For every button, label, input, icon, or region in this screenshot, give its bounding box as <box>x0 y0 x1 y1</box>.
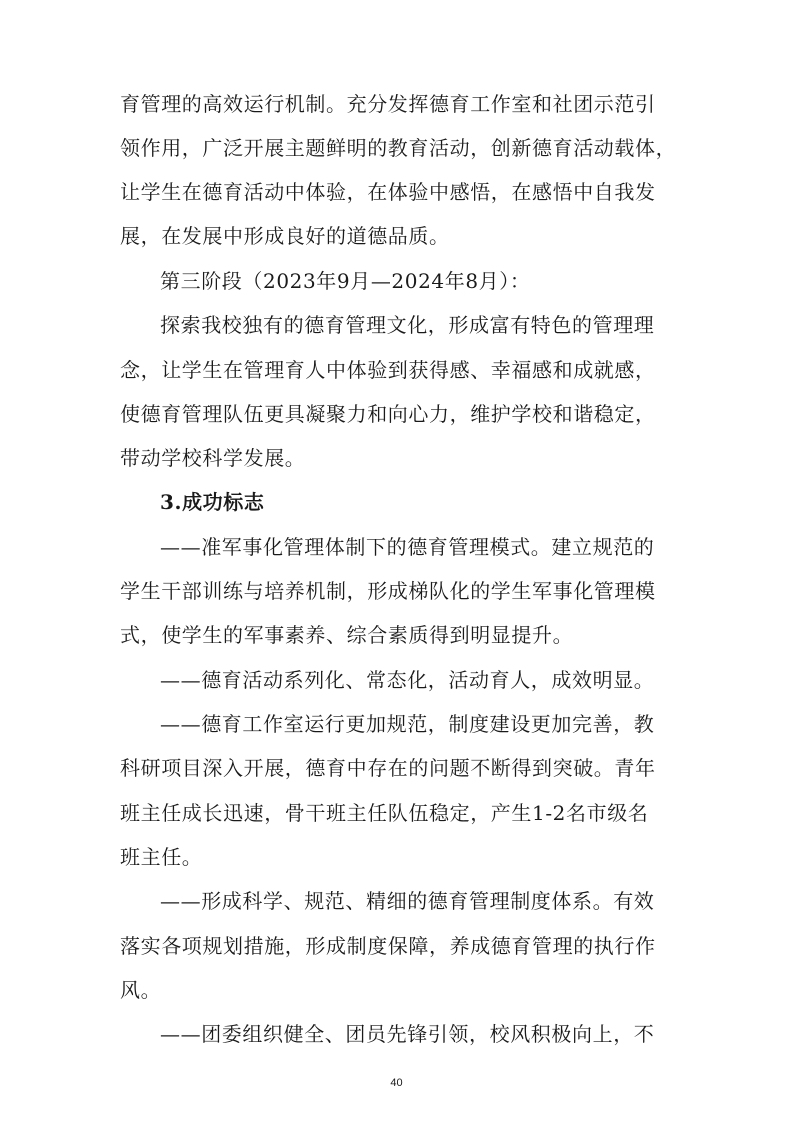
paragraph-line: 科研项目深入开展，德育中存在的问题不断得到突破。青年 <box>120 756 656 780</box>
paragraph-line: 落实各项规划措施，形成制度保障，养成德育管理的执行作 <box>120 934 656 958</box>
paragraph-line: ——形成科学、规范、精细的德育管理制度体系。有效 <box>160 889 655 913</box>
paragraph-line: 让学生在德育活动中体验，在体验中感悟，在感悟中自我发 <box>120 180 656 204</box>
paragraph-line: 念，让学生在管理育人中体验到获得感、幸福感和成就感， <box>120 358 656 382</box>
stage-title: 第三阶段（2023年9月—2024年8月）： <box>160 269 531 293</box>
section-heading: 3.成功标志 <box>160 490 265 514</box>
paragraph-line: 使德育管理队伍更具凝聚力和向心力，维护学校和谐稳定， <box>120 402 656 426</box>
paragraph-line: ——德育活动系列化、常态化，活动育人，成效明显。 <box>160 668 655 692</box>
paragraph-line: 风。 <box>120 978 162 1002</box>
paragraph-line: 育管理的高效运行机制。充分发挥德育工作室和社团示范引 <box>120 92 656 116</box>
paragraph-line: 领作用，广泛开展主题鲜明的教育活动，创新德育活动载体， <box>120 136 677 160</box>
paragraph-line: 带动学校科学发展。 <box>120 446 306 470</box>
paragraph-line: 班主任成长迅速，骨干班主任队伍稳定，产生1-2名市级名 <box>120 801 649 825</box>
paragraph-line: ——德育工作室运行更加规范，制度建设更加完善，教 <box>160 712 655 736</box>
paragraph-line: 学生干部训练与培养机制，形成梯队化的学生军事化管理模 <box>120 579 656 603</box>
paragraph-line: 式，使学生的军事素养、综合素质得到明显提升。 <box>120 623 574 647</box>
paragraph-line: 展，在发展中形成良好的道德品质。 <box>120 224 450 248</box>
page-number: 40 <box>390 1077 403 1089</box>
paragraph-line: 探索我校独有的德育管理文化，形成富有特色的管理理 <box>160 313 655 337</box>
paragraph-line: 班主任。 <box>120 845 203 869</box>
paragraph-line: ——团委组织健全、团员先锋引领，校风积极向上，不 <box>160 1022 655 1046</box>
paragraph-line: ——准军事化管理体制下的德育管理模式。建立规范的 <box>160 535 655 559</box>
